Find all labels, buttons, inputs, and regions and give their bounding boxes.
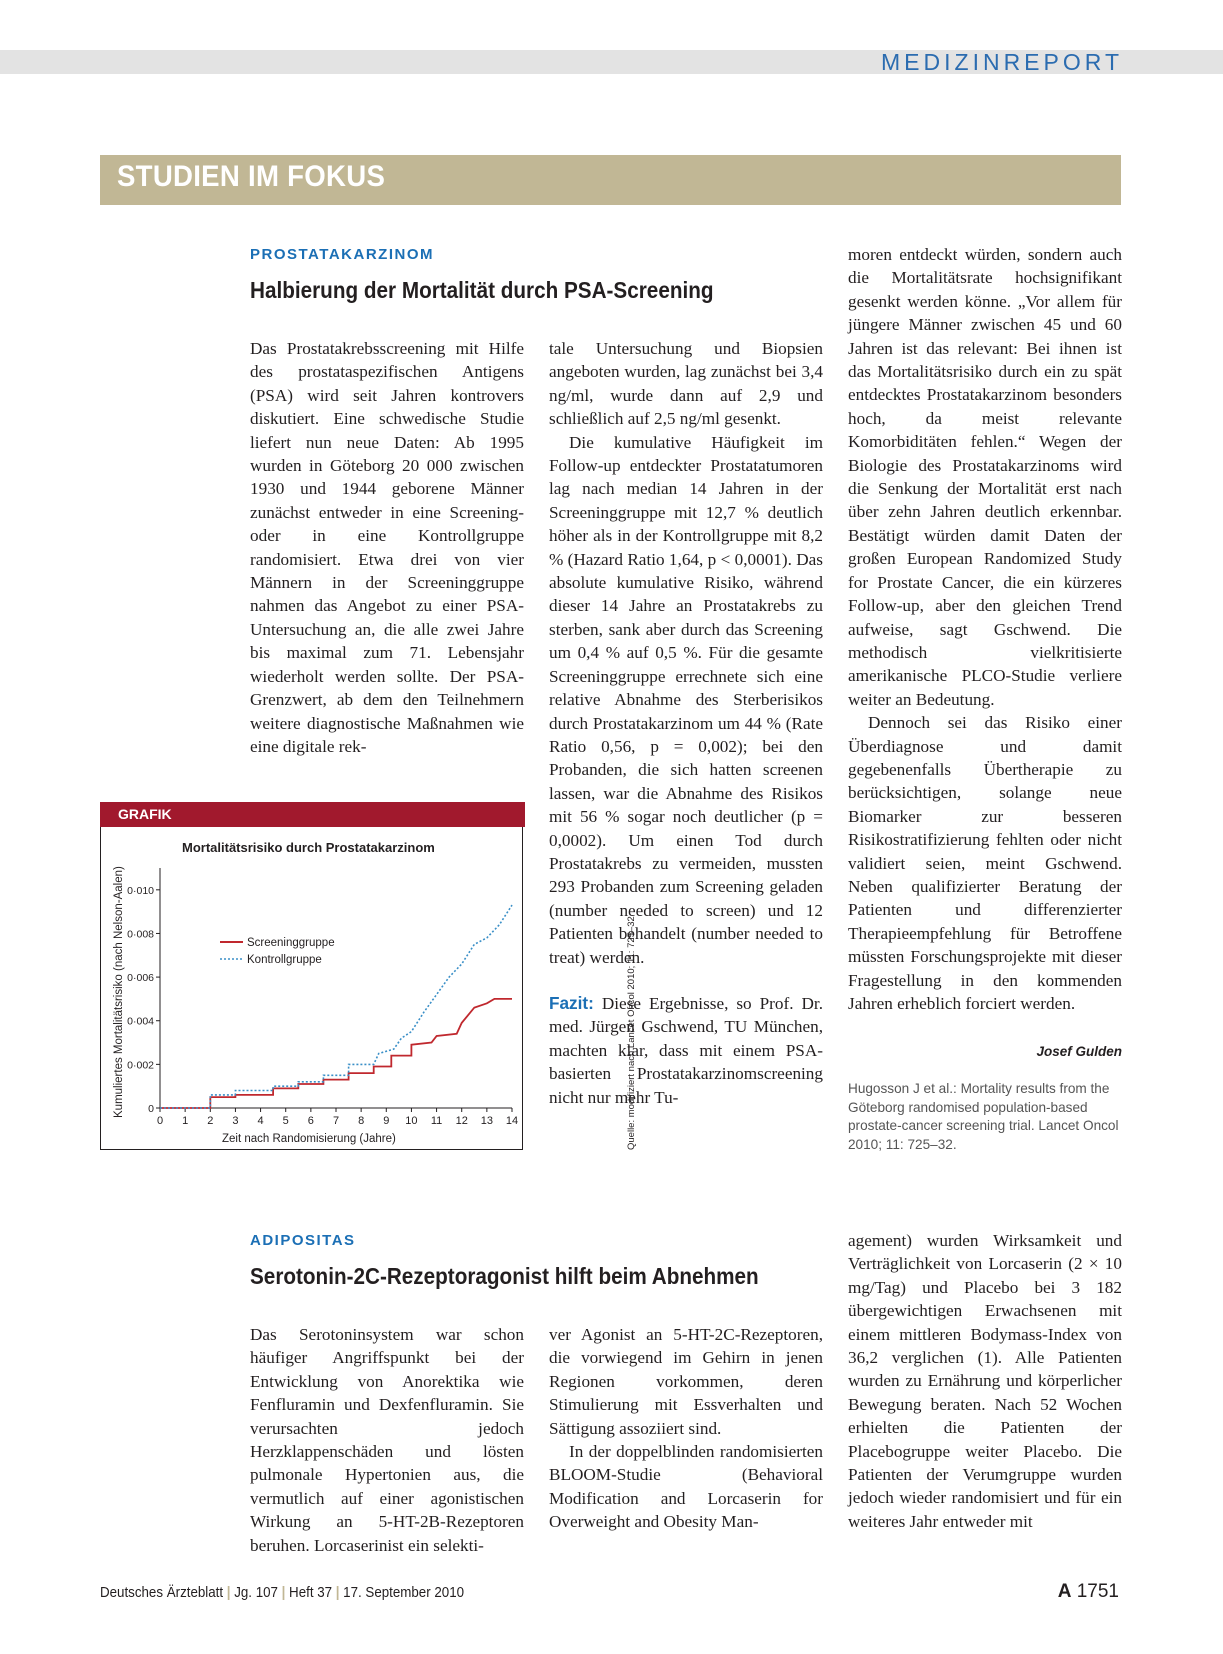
fazit-text: Diese Ergebnisse, so Prof. Dr. med. Jürgen Gschwend, TU München, machten klar, dass mit einem PSA-basierten Prostatakarzinomscreening nicht nur mehr Tu- bbox=[549, 993, 823, 1107]
article2-column-1 bbox=[250, 1323, 524, 1557]
paragraph: ver Agonist an 5-HT-2C-Rezeptoren, die vorwiegend im Gehirn in jenen Regionen vorkommen, deren Stimulierung mit Essverhalten und Sättigung assoziiert sind. bbox=[549, 1325, 823, 1438]
article1-kicker: PROSTATAKARZINOM bbox=[250, 246, 434, 263]
series-line-control bbox=[160, 905, 512, 1108]
x-tick-label: 14 bbox=[505, 1115, 519, 1127]
article2-column-3 bbox=[848, 1229, 1122, 1533]
x-tick-label: 6 bbox=[307, 1115, 314, 1127]
y-tick-label: 0·004 bbox=[127, 1015, 154, 1028]
article2-title: Serotonin-2C-Rezeptoragonist hilft beim Abnehmen bbox=[250, 1263, 759, 1289]
paragraph: Dennoch sei das Risiko einer Überdiagnose und damit gegebenenfalls Übertherapie zu berücksichtigen, solange neue Biomarker zur besseren Risikostratifizierung fehlten oder nicht validiert seien, meint Gschwend. Neben qualifizierter Beratung der Patienten und differenzierter Therapieempfehlung für Betroffene müssten Forschungsprojekte mit dieser Fragestellung in den kommenden Jahren erheblich forciert werden. bbox=[848, 713, 1122, 1013]
section-label: MEDIZINREPORT bbox=[881, 49, 1123, 75]
article1-column-2 bbox=[549, 337, 823, 1109]
series-line-screening bbox=[160, 999, 512, 1108]
x-tick-label: 3 bbox=[232, 1115, 239, 1127]
page-number: A 1751 bbox=[1057, 1581, 1119, 1602]
date: 17. September 2010 bbox=[343, 1585, 465, 1601]
x-axis-label: Zeit nach Randomisierung (Jahre) bbox=[222, 1133, 396, 1145]
article1-column-1 bbox=[250, 337, 524, 758]
paragraph: moren entdeckt würden, sondern auch die Mortalitätsrate hochsignifikant gesenkt werden könne. „Vor allem für jüngere Männer zwischen 45 und 60 Jahren ist das relevant: Bei ihnen ist das Mortalitätsrisiko durch ein zu spät entdecktes Prostatakarzinom besonders hoch, da meist relevante Komorbiditäten fehlen.“ Wegen der Biologie des Prostatakarzinoms wird die Senkung der Mortalität erst nach über zehn Jahren deutlich erkennbar. Bestätigt würden damit Daten der großen European Randomized Study for Prostate Cancer, die ein kürzeres Follow-up, aber den gleichen Trend aufweise, sagt Gschwend. Die methodisch vielkritisierte amerikanische PLCO-Studie verliere weiter an Bedeutung. bbox=[848, 245, 1122, 709]
paragraph: tale Untersuchung und Biopsien angeboten wurden, lag zunächst bei 3,4 ng/ml, wurde dann auf 2,9 und schließlich auf 2,5 ng/ml gesenkt. bbox=[549, 339, 823, 429]
y-axis-label: Kumuliertes Mortalitätsrisiko (nach Nelson-Aalen) bbox=[113, 866, 125, 1118]
paragraph: In der doppelblinden randomisierten BLOOM-Studie (Behavioral Modification and Lorcaserin for Overweight and Obesity Man- bbox=[549, 1442, 823, 1532]
x-tick-label: 11 bbox=[430, 1115, 443, 1127]
paragraph: Das Prostatakrebsscreening mit Hilfe des prostataspezifischen Antigens (PSA) wird seit Jahren kontrovers diskutiert. Eine schwedische Studie liefert nun neue Daten: Ab 1995 wurden in Göteborg 20 000 zwischen 1930 und 1944 geborene Männer zunächst entweder in eine Screening- oder in eine Kontrollgruppe randomisiert. Etwa drei von vier Männern in der Screeninggruppe nahmen das Angebot zu einer PSA-Untersuchung an, die alle zwei Jahre bis maximal zum 71. Lebensjahr wiederholt werden sollte. Der PSA-Grenzwert, ab dem den Teilnehmern weitere diagnostische Maßnahmen wie eine digitale rek- bbox=[250, 339, 524, 756]
article1-column-3 bbox=[848, 243, 1122, 1015]
paragraph: agement) wurden Wirksamkeit und Verträglichkeit von Lorcaserin (2 × 10 mg/Tag) und Placebo bei 3 182 übergewichtigen Erwachsenen mit einem mittleren Bodymass-Index von 36,2 verglichen (1). Alle Patienten wurden zu Ernährung und körperlicher Bewegung beraten. Nach 52 Wochen erhielten die Patienten der Placebogruppe weiter Placebo. Die Patienten der Verumgruppe wurden jedoch wieder randomisiert und für ein weiteres Jahr entweder mit bbox=[848, 1231, 1122, 1531]
legend-label-control: Kontrollgruppe bbox=[247, 954, 322, 966]
fazit-paragraph bbox=[549, 992, 823, 1109]
x-tick-label: 13 bbox=[480, 1115, 493, 1127]
x-tick-label: 4 bbox=[257, 1115, 264, 1127]
y-tick-label: 0·002 bbox=[127, 1059, 154, 1072]
x-tick-label: 8 bbox=[358, 1115, 365, 1127]
y-tick-label: 0·010 bbox=[127, 884, 154, 897]
author: Josef Gulden bbox=[1036, 1044, 1122, 1059]
figure-source: Quelle: modifiziert nach Lancet Oncol 2010; 11: 725–32 bbox=[626, 916, 637, 1150]
paragraph: Die kumulative Häufigkeit im Follow-up entdeckter Prostatatumoren lag nach median 14 Jahren in der Screeninggruppe mit 12,7 % deutlich höher als in der Kontrollgruppe mit 8,2 % (Hazard Ratio 1,64, p < 0,0001). Das absolute kumulative Risiko, während dieser 14 Jahre an Prostatakrebs zu sterben, sank aber durch das Screening um 0,4 % auf 0,5 %. Für die gesamte Screeninggruppe errechnete sich eine relative Abnahme des Sterberisikos durch Prostatakarzinom um 44 % (Rate Ratio 0,56, p = 0,002); bei den Probanden, die sich hatten screenen lassen, war die Abnahme des Risikos mit 56 % sogar noch deutlicher (p = 0,0002). Um einen Tod durch Prostatakrebs zu vermeiden, mussten 293 Probanden zum Screening geladen (number needed to screen) und 12 Patienten behandelt (number needed to treat) werden. bbox=[549, 432, 823, 967]
x-tick-label: 1 bbox=[182, 1115, 189, 1127]
issue: Heft 37 bbox=[289, 1585, 333, 1601]
y-tick-label: 0·006 bbox=[127, 972, 154, 985]
x-tick-label: 2 bbox=[207, 1115, 214, 1127]
y-tick-label: 0 bbox=[148, 1103, 154, 1115]
x-tick-label: 9 bbox=[383, 1115, 390, 1127]
x-tick-label: 5 bbox=[282, 1115, 289, 1127]
y-tick-label: 0·008 bbox=[127, 928, 154, 941]
x-tick-label: 0 bbox=[156, 1115, 164, 1127]
banner-title: STUDIEN IM FOKUS bbox=[117, 160, 386, 193]
reference: Hugosson J et al.: Mortality results from the Göteborg randomised population-based prostate-cancer screening trial. Lancet Oncol 2010; 11: 725–32. bbox=[848, 1081, 1119, 1152]
chart-title: Mortalitätsrisiko durch Prostatakarzinom bbox=[182, 840, 435, 855]
figure-label: GRAFIK bbox=[118, 806, 172, 822]
article1-title: Halbierung der Mortalität durch PSA-Screening bbox=[250, 277, 714, 303]
article2-column-2 bbox=[549, 1323, 823, 1534]
paragraph: Das Serotoninsystem war schon häufiger Angriffspunkt bei der Entwicklung von Anorektika wie Fenfluramin und Dexfenfluramin. Sie verursachten jedoch Herzklappenschäden und lösten pulmonale Hypertonien aus, die vermutlich auf einer agonistischen Wirkung an 5-HT-2B-Rezeptoren beruhen. Lorcaserinist ein selekti- bbox=[250, 1325, 524, 1555]
x-tick-label: 7 bbox=[332, 1115, 340, 1127]
legend-label-screening: Screeninggruppe bbox=[247, 937, 335, 949]
volume: Jg. 107 bbox=[234, 1585, 278, 1601]
journal-name: Deutsches Ärzteblatt bbox=[100, 1585, 224, 1601]
x-tick-label: 12 bbox=[455, 1115, 468, 1127]
footer-citation: Deutsches Ärzteblatt | Jg. 107 | Heft 37 | 17. September 2010 bbox=[100, 1585, 465, 1601]
x-tick-label: 10 bbox=[405, 1115, 418, 1127]
fazit-label: Fazit: bbox=[549, 992, 594, 1013]
article2-kicker: ADIPOSITAS bbox=[250, 1232, 356, 1249]
